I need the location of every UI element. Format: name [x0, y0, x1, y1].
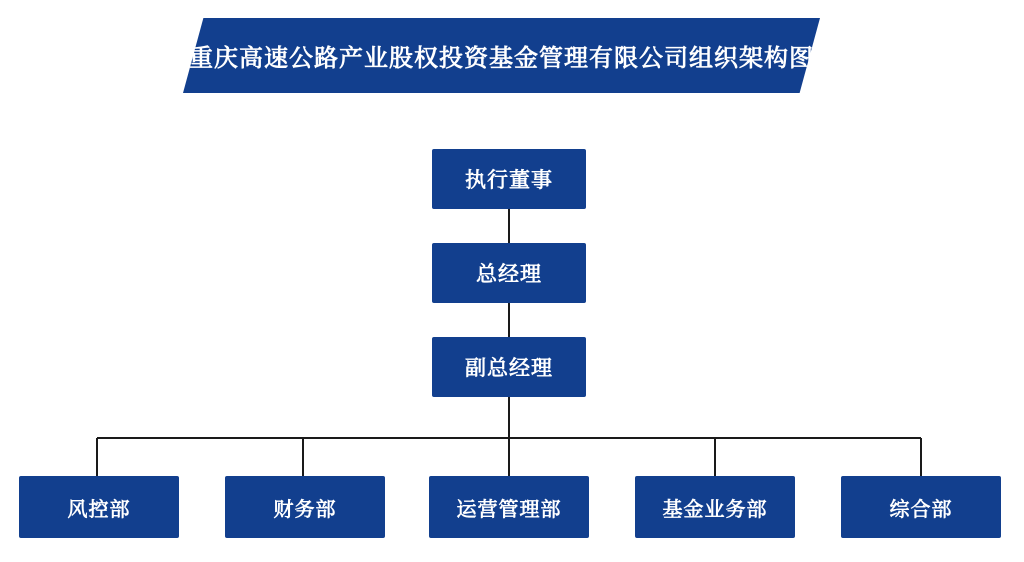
org-node-label: 运营管理部 [456, 498, 562, 521]
org-node-executive-director[interactable] [432, 149, 586, 209]
org-node-fund-business-department[interactable] [635, 476, 795, 538]
org-node-label: 财务部 [273, 498, 337, 521]
org-node-label: 副总经理 [465, 357, 553, 380]
org-node-label: 风控部 [67, 498, 131, 521]
org-node-label: 总经理 [476, 263, 542, 286]
org-node-label: 执行董事 [465, 169, 553, 192]
org-node-label: 基金业务部 [662, 498, 768, 521]
org-node-label: 综合部 [889, 498, 953, 521]
page-title: 重庆高速公路产业股权投资基金管理有限公司组织架构图 [189, 45, 814, 72]
org-node-risk-control-department[interactable] [19, 476, 179, 538]
org-node-finance-department[interactable] [225, 476, 385, 538]
org-node-operations-management-department[interactable] [429, 476, 589, 538]
org-node-general-manager[interactable] [432, 243, 586, 303]
org-node-deputy-general-manager[interactable] [432, 337, 586, 397]
org-node-general-affairs-department[interactable] [841, 476, 1001, 538]
